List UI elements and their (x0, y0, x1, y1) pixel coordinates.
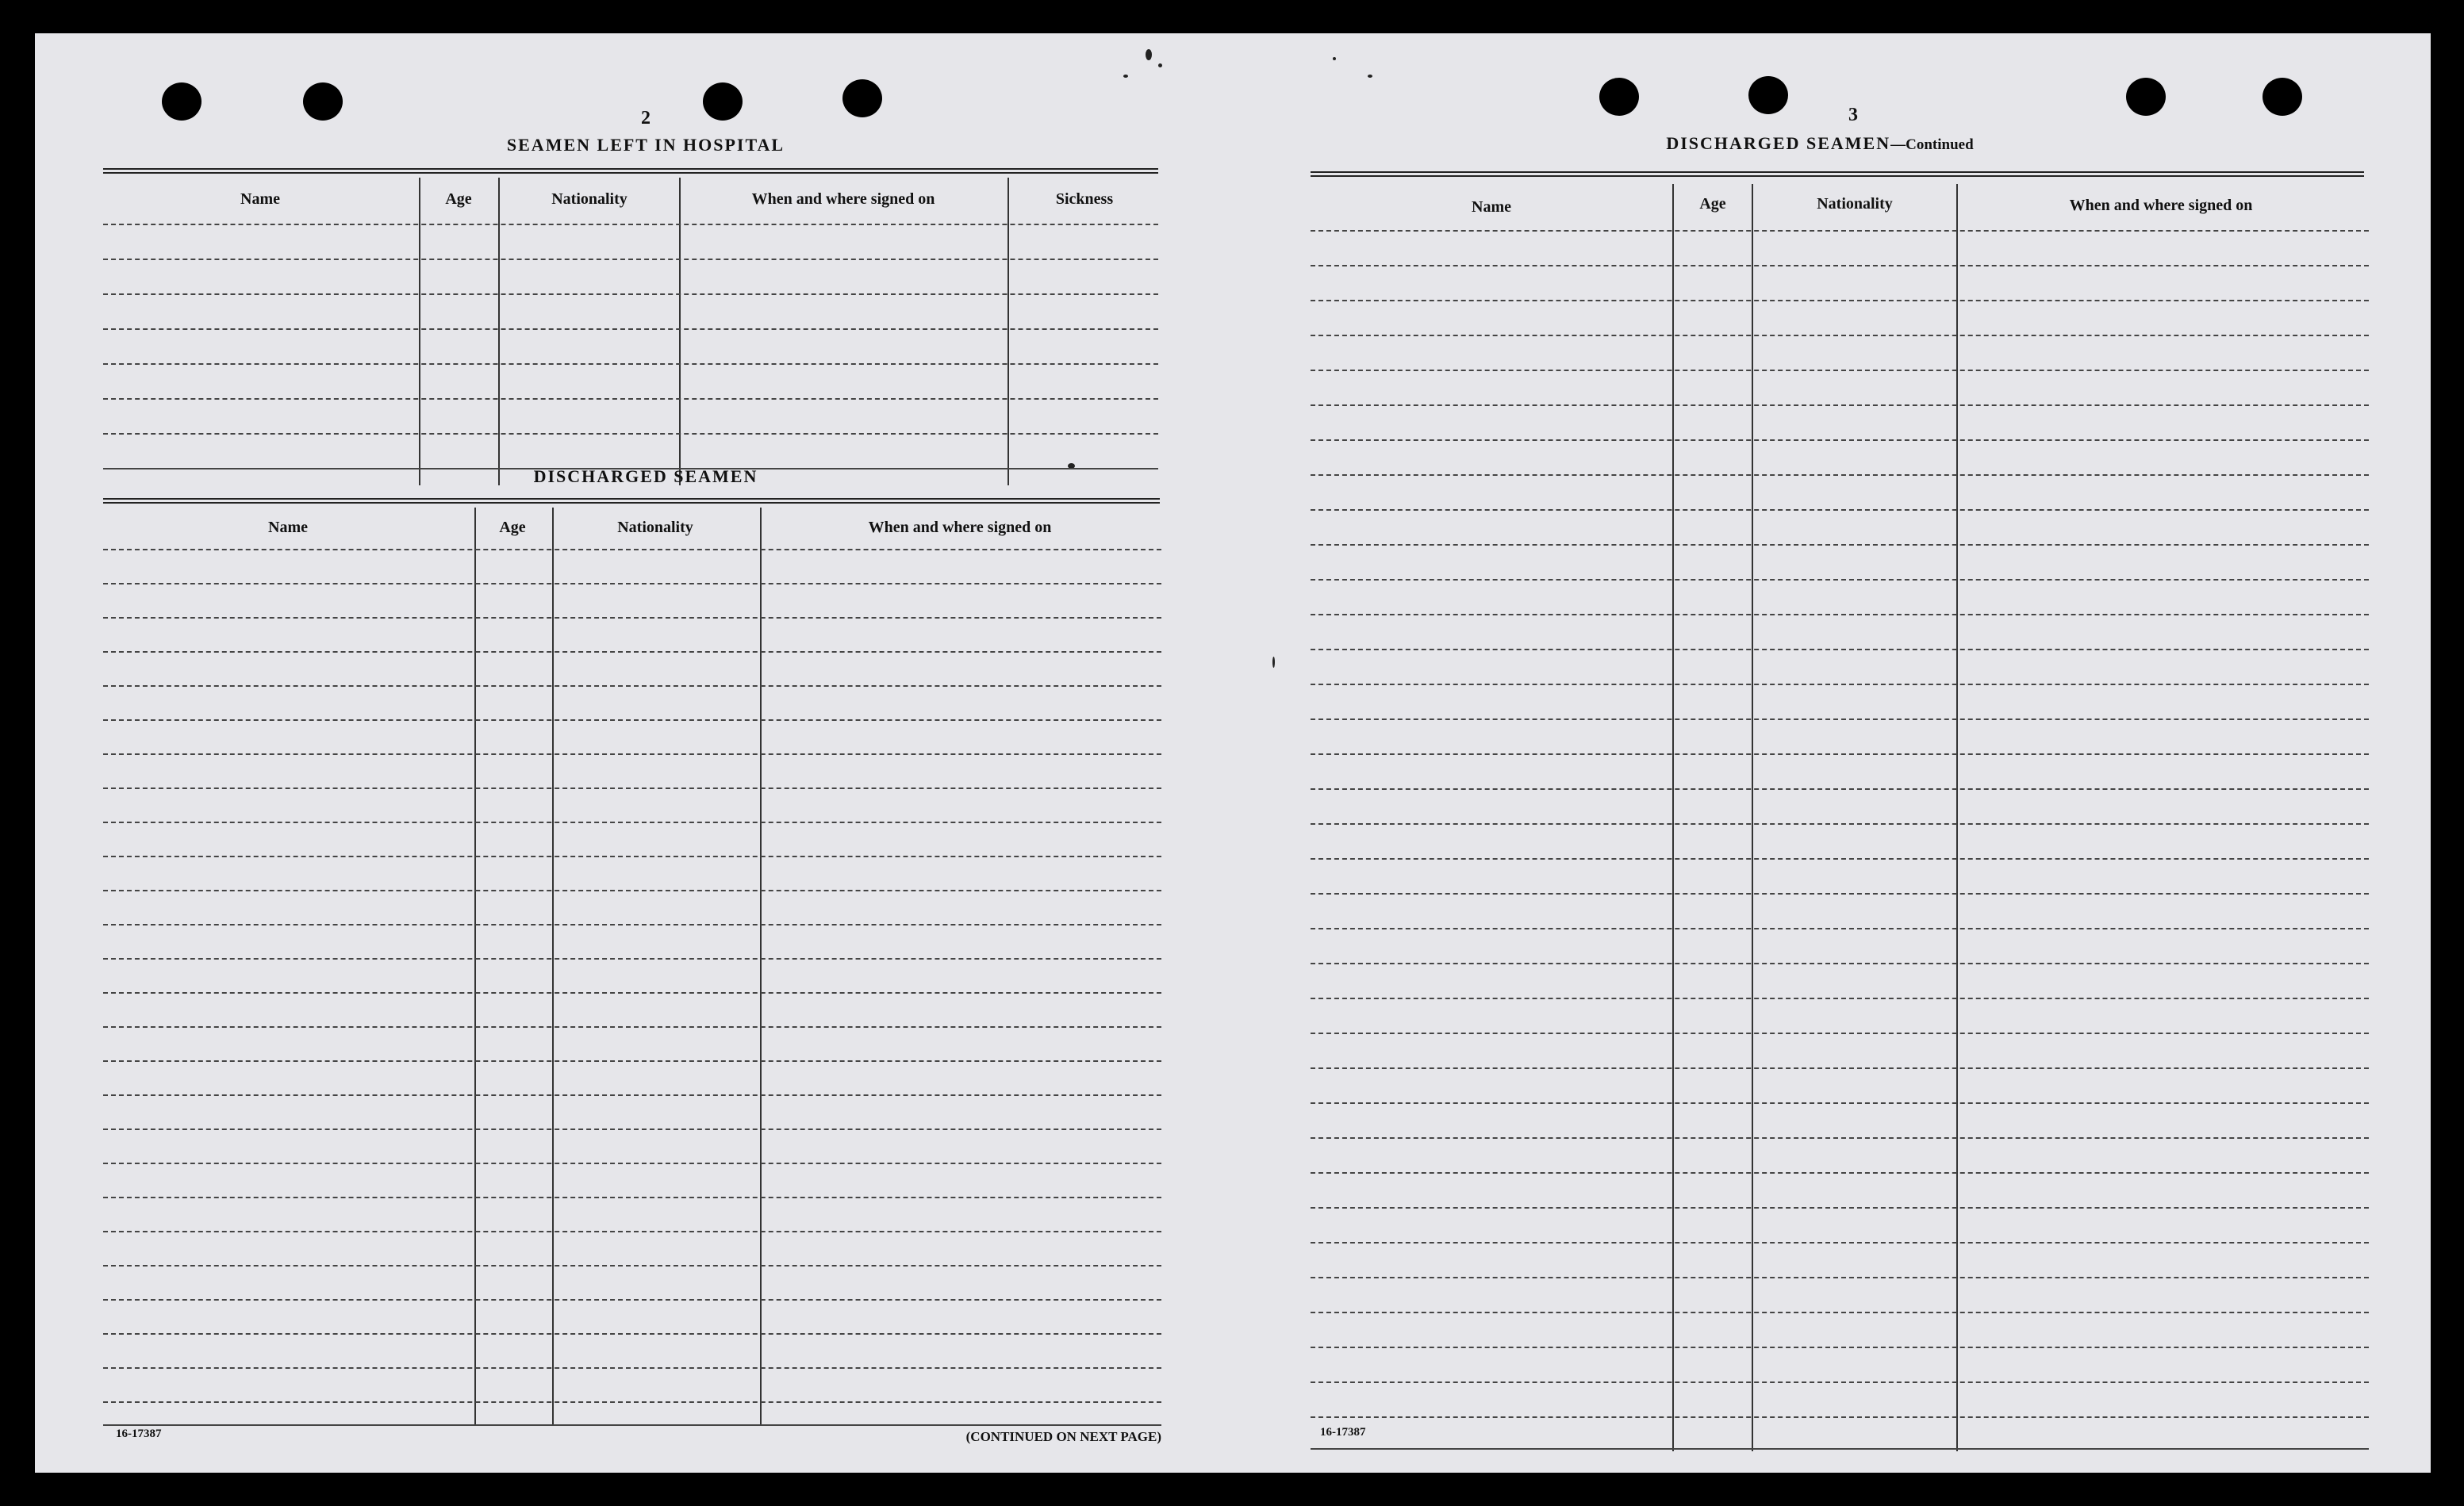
column-header-name: Name (240, 190, 280, 208)
table-row (1311, 1416, 2369, 1418)
section-title-text: DISCHARGED SEAMEN (1666, 133, 1891, 153)
table-row (103, 1333, 1161, 1335)
column-divider (474, 508, 476, 1424)
section-title-suffix: —Continued (1890, 136, 1974, 153)
table-row (103, 1026, 1161, 1028)
page-number: 3 (1848, 105, 1858, 125)
column-divider (1752, 184, 1753, 1451)
punch-hole (1599, 78, 1639, 116)
table-row (1311, 230, 2369, 232)
column-header-sickness: Sickness (1055, 190, 1114, 208)
table-row (1311, 893, 2369, 895)
column-header-nationality: Nationality (1817, 195, 1893, 213)
table-row (103, 1129, 1161, 1130)
ink-speck (1123, 75, 1128, 78)
table-row (1311, 649, 2369, 650)
table-row (1311, 579, 2369, 581)
column-divider (1956, 184, 1958, 1451)
table-row (1311, 858, 2369, 860)
continued-note: (CONTINUED ON NEXT PAGE) (965, 1429, 1161, 1444)
table-row (103, 719, 1161, 721)
table-row (103, 617, 1161, 619)
punch-hole (2263, 78, 2302, 116)
table-row (1311, 1242, 2369, 1244)
table-row (103, 924, 1161, 925)
table-row (103, 1231, 1161, 1232)
section-title-discharged: DISCHARGED SEAMEN (533, 466, 758, 486)
table-row (1311, 788, 2369, 790)
punch-hole (1748, 76, 1788, 114)
section-title-hospital: SEAMEN LEFT IN HOSPITAL (506, 135, 785, 155)
column-header-name: Name (268, 519, 308, 536)
table-row (1311, 1033, 2369, 1034)
punch-hole (703, 82, 743, 121)
table-row (103, 685, 1161, 687)
column-header-signed-on: When and where signed on (751, 190, 935, 208)
table-row (1311, 439, 2369, 441)
ink-speck (1146, 49, 1152, 60)
table-row (1311, 1347, 2369, 1348)
document-sheet (35, 33, 2431, 1473)
table-row (1311, 753, 2369, 755)
table-row (103, 787, 1161, 789)
table-row (103, 1094, 1161, 1096)
table-row (103, 1265, 1161, 1266)
column-header-signed-on: When and where signed on (2069, 197, 2253, 214)
table-row (1311, 1067, 2369, 1069)
table-row (1311, 719, 2369, 720)
table-row (1311, 335, 2369, 336)
table-row (103, 958, 1161, 960)
ink-speck (1272, 657, 1275, 668)
table-row (103, 651, 1161, 653)
ink-speck (1368, 75, 1372, 78)
punch-hole (303, 82, 343, 121)
table-row (1311, 1207, 2369, 1209)
column-header-nationality: Nationality (617, 519, 693, 536)
table-row (103, 1367, 1161, 1369)
table-row (103, 363, 1158, 365)
form-number: 16-17387 (1320, 1426, 1366, 1439)
ink-speck (1158, 63, 1162, 67)
table-row (1311, 1102, 2369, 1104)
table-row (103, 822, 1161, 823)
table-row (1311, 963, 2369, 964)
table-row (1311, 614, 2369, 615)
column-header-signed-on: When and where signed on (868, 519, 1052, 536)
table-row (103, 549, 1161, 550)
double-rule (1311, 171, 2364, 177)
form-number: 16-17387 (116, 1427, 162, 1440)
punch-hole (162, 82, 201, 121)
table-row (103, 1163, 1161, 1164)
table-row (103, 1197, 1161, 1198)
double-rule (103, 168, 1158, 174)
table-row (103, 856, 1161, 857)
table-row (1311, 544, 2369, 546)
column-divider (760, 508, 762, 1424)
table-row (1311, 1381, 2369, 1383)
table-row (1311, 1277, 2369, 1278)
table-row (1311, 928, 2369, 929)
table-row (1311, 370, 2369, 371)
column-header-age: Age (1699, 195, 1726, 213)
table-row (103, 1060, 1161, 1062)
column-divider (1672, 184, 1674, 1451)
table-row (1311, 1172, 2369, 1174)
table-row (1311, 265, 2369, 266)
table-row (103, 1401, 1161, 1403)
table-row (103, 890, 1161, 891)
table-row (103, 753, 1161, 755)
table-row (103, 224, 1158, 225)
table-row (1311, 1312, 2369, 1313)
section-title-discharged-continued (1645, 133, 1994, 154)
table-row (1311, 474, 2369, 476)
ink-speck (1333, 57, 1336, 60)
punch-hole (842, 79, 882, 117)
table-row (1311, 404, 2369, 406)
table-row (1311, 1137, 2369, 1139)
table-row (103, 328, 1158, 330)
double-rule (103, 498, 1160, 504)
column-header-age: Age (499, 519, 526, 536)
page-number: 2 (641, 108, 651, 128)
table-row (1311, 998, 2369, 999)
column-divider (552, 508, 554, 1424)
table-row (103, 398, 1158, 400)
table-row (1311, 684, 2369, 685)
table-row (1311, 823, 2369, 825)
column-header-nationality: Nationality (551, 190, 628, 208)
table-row (103, 583, 1161, 584)
table-row (103, 992, 1161, 994)
punch-hole (2126, 78, 2166, 116)
table-row (103, 1424, 1161, 1426)
table-row (103, 433, 1158, 435)
table-row (1311, 300, 2369, 301)
column-header-name: Name (1472, 198, 1511, 216)
table-row (1311, 1448, 2369, 1450)
table-row (1311, 509, 2369, 511)
table-row (103, 293, 1158, 295)
column-header-age: Age (445, 190, 472, 208)
table-row (103, 1299, 1161, 1301)
table-row (103, 259, 1158, 260)
